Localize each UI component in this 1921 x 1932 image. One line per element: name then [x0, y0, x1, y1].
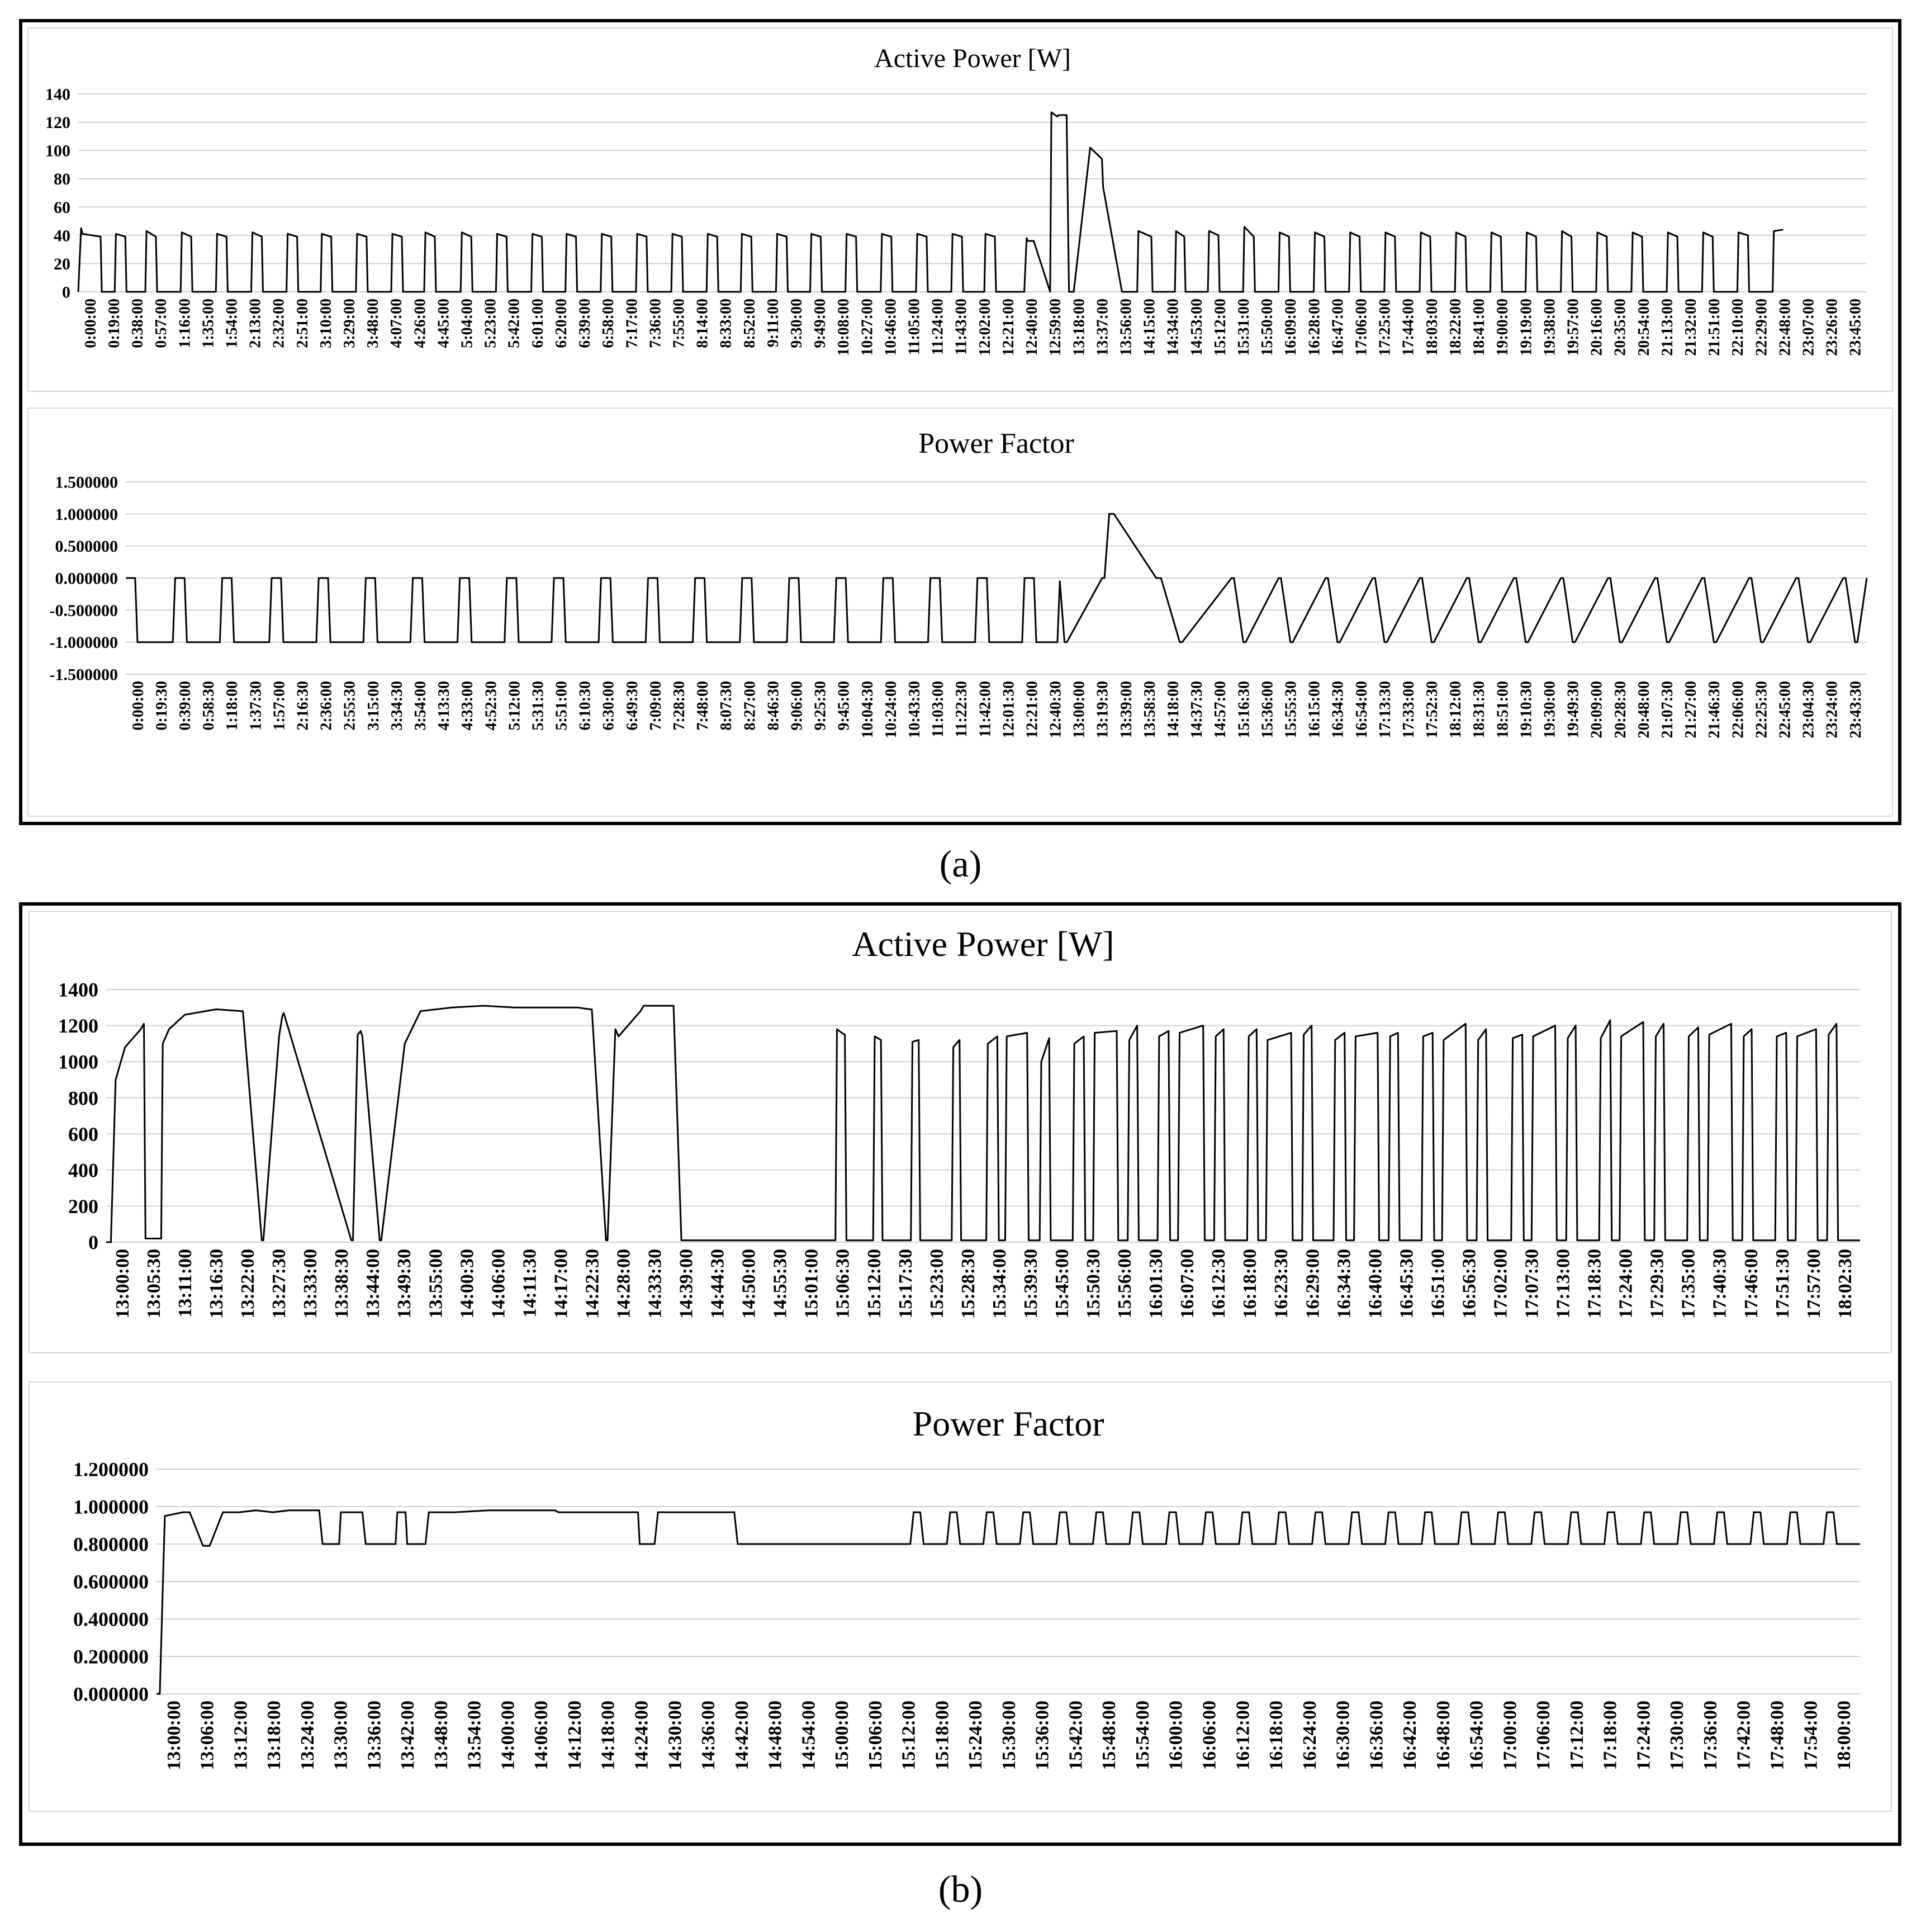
x-tick-label: 13:37:00: [1094, 299, 1112, 356]
x-tick-label: 0:19:30: [153, 681, 170, 731]
x-tick-label: 14:36:00: [698, 1701, 719, 1770]
x-tick-label: 14:22:30: [582, 1249, 603, 1319]
x-tick-label: 7:17:00: [623, 299, 641, 348]
x-tick-label: 13:54:00: [464, 1701, 485, 1770]
x-tick-label: 2:36:00: [317, 681, 335, 731]
x-tick-label: 0:00:00: [129, 681, 147, 731]
x-tick-label: 14:55:30: [770, 1249, 791, 1319]
x-tick-label: 12:21:00: [1023, 681, 1041, 738]
x-tick-label: 17:48:00: [1767, 1701, 1788, 1770]
x-tick-label: 1:35:00: [200, 299, 217, 348]
x-tick-label: 23:45:00: [1847, 299, 1865, 356]
x-tick-label: 17:57:00: [1803, 1249, 1824, 1319]
x-tick-label: 11:05:00: [905, 299, 923, 356]
x-tick-label: 6:39:00: [576, 299, 594, 348]
x-tick-label: 18:00:00: [1834, 1701, 1855, 1770]
x-tick-label: 10:08:00: [835, 299, 853, 356]
x-tick-label: 21:51:00: [1706, 299, 1724, 356]
x-tick-label: 13:56:00: [1117, 299, 1135, 356]
x-tick-label: 13:38:30: [331, 1249, 353, 1319]
x-tick-label: 11:22:30: [953, 681, 971, 738]
x-tick-label: 3:34:30: [388, 681, 406, 731]
x-tick-label: 2:32:00: [270, 299, 288, 348]
y-tick-label: 0.000000: [55, 569, 118, 588]
x-tick-label: 12:21:00: [999, 299, 1017, 356]
x-tick-label: 13:00:00: [163, 1701, 184, 1770]
x-tick-label: 15:18:00: [932, 1701, 953, 1770]
x-tick-label: 13:44:00: [363, 1249, 384, 1319]
x-tick-label: 15:12:00: [898, 1701, 919, 1770]
x-tick-label: 14:37:30: [1188, 681, 1206, 738]
x-tick-label: 15:00:00: [832, 1701, 853, 1770]
x-tick-label: 11:42:00: [976, 681, 994, 738]
x-tick-label: 16:12:30: [1208, 1249, 1230, 1319]
x-tick-label: 19:49:30: [1564, 681, 1582, 738]
y-tick-label: 1.000000: [55, 505, 118, 524]
x-tick-label: 16:00:00: [1165, 1701, 1187, 1770]
x-tick-label: 14:54:00: [798, 1701, 819, 1770]
x-tick-label: 17:24:00: [1633, 1701, 1654, 1770]
x-tick-label: 21:46:30: [1706, 681, 1724, 738]
x-tick-label: 20:54:00: [1635, 299, 1653, 356]
x-tick-label: 1:37:30: [247, 681, 265, 731]
x-tick-label: 3:29:00: [341, 299, 359, 348]
x-tick-label: 14:11:30: [519, 1249, 540, 1318]
y-tick-label: -1.000000: [49, 633, 118, 652]
x-tick-label: 8:33:00: [717, 299, 735, 348]
x-tick-label: 18:02:30: [1834, 1249, 1856, 1319]
x-tick-label: 9:11:00: [764, 299, 782, 348]
x-tick-label: 12:40:00: [1023, 299, 1041, 356]
x-tick-label: 16:18:00: [1240, 1249, 1261, 1319]
x-tick-label: 0:00:00: [82, 299, 99, 348]
x-tick-label: 3:54:00: [411, 681, 429, 731]
x-tick-label: 0:39:00: [177, 681, 195, 731]
x-tick-label: 11:03:00: [929, 681, 947, 738]
x-tick-label: 18:12:00: [1447, 681, 1465, 738]
x-tick-label: 17:13:30: [1376, 681, 1394, 738]
x-tick-label: 8:27:00: [741, 681, 759, 731]
x-tick-label: 18:03:00: [1423, 299, 1441, 356]
x-tick-label: 15:34:00: [989, 1249, 1010, 1319]
x-tick-label: 1:16:00: [176, 299, 194, 348]
x-tick-label: 2:16:30: [294, 681, 312, 731]
x-tick-label: 14:28:00: [613, 1249, 634, 1319]
x-tick-label: 22:25:30: [1753, 681, 1771, 738]
x-tick-label: 18:22:00: [1446, 299, 1464, 356]
x-tick-label: 10:43:30: [905, 681, 923, 738]
x-tick-label: 14:33:30: [644, 1249, 666, 1319]
x-tick-label: 5:51:00: [553, 681, 571, 731]
x-tick-label: 4:45:00: [435, 299, 453, 348]
x-tick-label: 9:06:00: [788, 681, 806, 731]
x-tick-label: 12:02:00: [976, 299, 994, 356]
x-tick-label: 16:30:00: [1332, 1701, 1354, 1770]
x-tick-label: 15:50:30: [1083, 1249, 1104, 1319]
x-tick-label: 14:30:00: [665, 1701, 686, 1770]
y-tick-label: 1.000000: [73, 1495, 149, 1518]
x-tick-label: 22:45:00: [1776, 681, 1794, 738]
x-tick-label: 16:36:00: [1366, 1701, 1387, 1770]
x-tick-label: 19:00:00: [1494, 299, 1512, 356]
x-tick-label: 18:31:30: [1471, 681, 1488, 738]
y-tick-label: 20: [54, 254, 70, 273]
x-tick-label: 1:54:00: [223, 299, 241, 348]
x-tick-label: 2:51:00: [293, 299, 311, 348]
y-tick-label: 400: [68, 1159, 98, 1182]
x-tick-label: 17:12:00: [1566, 1701, 1587, 1770]
chart-title: Power Factor: [912, 1404, 1104, 1443]
x-tick-label: 16:24:00: [1299, 1701, 1320, 1770]
x-tick-label: 15:39:30: [1020, 1249, 1041, 1319]
x-tick-label: 2:13:00: [246, 299, 264, 348]
y-tick-label: 0.200000: [73, 1645, 149, 1668]
y-tick-label: -1.500000: [49, 665, 118, 684]
x-tick-label: 17:29:30: [1647, 1249, 1668, 1319]
x-tick-label: 17:36:00: [1700, 1701, 1721, 1770]
x-tick-label: 17:06:00: [1533, 1701, 1554, 1770]
x-tick-label: 8:07:30: [718, 681, 736, 731]
y-tick-label: 0.600000: [73, 1570, 149, 1593]
x-tick-label: 13:33:00: [300, 1249, 321, 1319]
x-tick-label: 10:04:30: [858, 681, 876, 738]
x-tick-label: 15:24:00: [965, 1701, 986, 1770]
x-tick-label: 19:57:00: [1564, 299, 1582, 356]
x-tick-label: 15:55:30: [1282, 681, 1300, 738]
x-tick-label: 16:47:00: [1329, 299, 1347, 356]
y-tick-label: 600: [68, 1123, 98, 1145]
x-tick-label: 15:16:30: [1235, 681, 1253, 738]
x-tick-label: 15:42:00: [1065, 1701, 1087, 1770]
x-tick-label: 21:07:30: [1658, 681, 1676, 738]
x-tick-label: 17:30:00: [1667, 1701, 1688, 1770]
x-tick-label: 15:54:00: [1132, 1701, 1153, 1770]
x-tick-label: 4:52:30: [482, 681, 500, 731]
x-tick-label: 8:14:00: [694, 299, 712, 348]
x-tick-label: 17:13:00: [1553, 1249, 1574, 1319]
x-tick-label: 13:22:00: [238, 1249, 259, 1319]
x-tick-label: 13:49:30: [394, 1249, 415, 1319]
x-tick-label: 16:18:00: [1266, 1701, 1287, 1770]
x-tick-label: 18:41:00: [1471, 299, 1488, 356]
x-tick-label: 16:40:00: [1365, 1249, 1386, 1319]
x-tick-label: 6:10:30: [576, 681, 594, 731]
x-tick-label: 17:46:00: [1740, 1249, 1762, 1319]
x-tick-label: 23:43:30: [1847, 681, 1865, 738]
x-tick-label: 13:12:00: [230, 1701, 252, 1770]
y-tick-label: 0.000000: [73, 1683, 149, 1706]
x-tick-label: 20:48:00: [1635, 681, 1653, 738]
y-tick-label: 40: [54, 226, 70, 245]
x-tick-label: 1:57:00: [271, 681, 288, 731]
x-tick-label: 0:38:00: [129, 299, 147, 348]
x-tick-label: 14:24:00: [631, 1701, 652, 1770]
x-tick-label: 14:53:00: [1188, 299, 1206, 356]
x-tick-label: 21:13:00: [1658, 299, 1676, 356]
x-tick-label: 6:58:00: [600, 299, 618, 348]
x-tick-label: 23:26:00: [1823, 299, 1841, 356]
y-tick-label: 0.800000: [73, 1533, 149, 1556]
x-tick-label: 0:58:30: [200, 681, 218, 731]
x-tick-label: 15:45:00: [1051, 1249, 1073, 1319]
x-tick-label: 14:34:00: [1164, 299, 1182, 356]
x-tick-label: 15:36:00: [1032, 1701, 1053, 1770]
x-tick-label: 13:42:00: [397, 1701, 419, 1770]
x-tick-label: 14:18:00: [1165, 681, 1183, 738]
x-tick-label: 13:06:00: [197, 1701, 218, 1770]
x-tick-label: 6:20:00: [552, 299, 570, 348]
x-tick-label: 4:13:30: [435, 681, 453, 731]
x-tick-label: 13:00:00: [1070, 681, 1088, 738]
x-tick-label: 2:55:30: [341, 681, 359, 731]
y-tick-label: 80: [54, 170, 70, 189]
x-tick-label: 14:57:00: [1212, 681, 1230, 738]
x-tick-label: 4:07:00: [388, 299, 406, 348]
x-tick-label: 15:28:30: [957, 1249, 979, 1319]
x-tick-label: 0:19:00: [105, 299, 123, 348]
x-tick-label: 13:00:00: [112, 1249, 133, 1319]
x-tick-label: 23:24:00: [1823, 681, 1841, 738]
x-tick-label: 8:52:00: [741, 299, 758, 348]
x-tick-label: 15:12:00: [1211, 299, 1229, 356]
x-tick-label: 20:16:00: [1588, 299, 1606, 356]
x-tick-label: 16:12:00: [1232, 1701, 1254, 1770]
y-tick-label: 200: [68, 1195, 98, 1218]
x-tick-label: 15:06:00: [865, 1701, 886, 1770]
x-tick-label: 17:52:30: [1424, 681, 1441, 738]
x-tick-label: 17:00:00: [1500, 1701, 1521, 1770]
x-tick-label: 14:42:00: [731, 1701, 752, 1770]
x-tick-label: 15:31:00: [1235, 299, 1253, 356]
y-tick-label: 0.500000: [55, 537, 118, 556]
x-tick-label: 5:23:00: [482, 299, 500, 348]
x-tick-label: 19:19:00: [1517, 299, 1535, 356]
x-tick-label: 13:36:00: [364, 1701, 385, 1770]
x-tick-label: 15:48:00: [1099, 1701, 1120, 1770]
x-tick-label: 17:25:00: [1376, 299, 1394, 356]
y-tick-label: 0.400000: [73, 1608, 149, 1631]
x-tick-label: 19:30:00: [1541, 681, 1559, 738]
x-tick-label: 13:05:30: [143, 1249, 164, 1319]
x-tick-label: 20:35:00: [1611, 299, 1629, 356]
x-tick-label: 23:07:00: [1800, 299, 1818, 356]
x-tick-label: 16:23:30: [1271, 1249, 1292, 1319]
x-tick-label: 16:45:30: [1396, 1249, 1417, 1319]
x-tick-label: 17:44:00: [1400, 299, 1417, 356]
x-tick-label: 22:48:00: [1776, 299, 1794, 356]
x-tick-label: 17:18:30: [1584, 1249, 1605, 1319]
x-tick-label: 16:06:00: [1199, 1701, 1220, 1770]
x-tick-label: 15:56:00: [1114, 1249, 1136, 1319]
x-tick-label: 12:40:30: [1047, 681, 1065, 738]
x-tick-label: 8:46:30: [765, 681, 782, 731]
x-tick-label: 15:01:00: [801, 1249, 822, 1319]
x-tick-label: 4:33:00: [459, 681, 477, 731]
y-tick-label: 120: [45, 113, 70, 132]
x-tick-label: 14:12:00: [564, 1701, 585, 1770]
x-tick-label: 7:48:00: [694, 681, 712, 731]
x-tick-label: 10:46:00: [882, 299, 900, 356]
x-tick-label: 15:50:00: [1259, 299, 1277, 356]
figure-caption-a: (a): [939, 842, 982, 885]
x-tick-label: 16:34:30: [1334, 1249, 1355, 1319]
x-tick-label: 15:30:00: [998, 1701, 1019, 1770]
x-tick-label: 5:42:00: [505, 299, 523, 348]
x-tick-label: 16:54:00: [1353, 681, 1370, 738]
x-tick-label: 16:42:00: [1400, 1701, 1421, 1770]
x-tick-label: 13:58:30: [1141, 681, 1159, 738]
y-tick-label: 0: [88, 1231, 98, 1254]
x-tick-label: 16:01:30: [1146, 1249, 1167, 1319]
x-tick-label: 13:16:30: [206, 1249, 227, 1319]
x-tick-label: 15:17:30: [895, 1249, 916, 1319]
x-tick-label: 12:01:30: [1000, 681, 1018, 738]
x-tick-label: 16:09:00: [1282, 299, 1300, 356]
x-tick-label: 3:10:00: [317, 299, 335, 348]
x-tick-label: 22:10:00: [1729, 299, 1747, 356]
y-tick-label: 1000: [58, 1050, 98, 1073]
x-tick-label: 22:29:00: [1753, 299, 1771, 356]
y-tick-label: 140: [45, 85, 70, 104]
x-tick-label: 17:24:00: [1615, 1249, 1637, 1319]
y-tick-label: 60: [54, 198, 70, 217]
x-tick-label: 5:12:00: [506, 681, 524, 731]
x-tick-label: 13:48:00: [430, 1701, 452, 1770]
x-tick-label: 16:34:30: [1329, 681, 1347, 738]
x-tick-label: 14:17:00: [551, 1249, 572, 1319]
x-tick-label: 17:54:00: [1800, 1701, 1822, 1770]
x-tick-label: 5:31:30: [529, 681, 547, 731]
x-tick-label: 6:49:30: [623, 681, 641, 731]
x-tick-label: 7:36:00: [647, 299, 665, 348]
x-tick-label: 10:24:00: [882, 681, 900, 738]
x-tick-label: 7:28:30: [671, 681, 689, 731]
x-tick-label: 13:27:30: [269, 1249, 290, 1319]
x-tick-label: 17:42:00: [1733, 1701, 1754, 1770]
x-tick-label: 16:54:00: [1466, 1701, 1487, 1770]
chart-title: Active Power [W]: [852, 924, 1114, 964]
x-tick-label: 17:07:30: [1521, 1249, 1543, 1319]
x-tick-label: 14:06:00: [531, 1701, 552, 1770]
x-tick-label: 6:30:00: [600, 681, 618, 731]
series-line: [156, 1510, 1860, 1694]
x-tick-label: 14:06:00: [488, 1249, 509, 1319]
x-tick-label: 11:24:00: [929, 299, 947, 356]
x-tick-label: 16:51:00: [1427, 1249, 1449, 1319]
x-tick-label: 16:48:00: [1433, 1701, 1454, 1770]
x-tick-label: 10:27:00: [858, 299, 876, 356]
x-tick-label: 13:18:00: [1070, 299, 1088, 356]
x-tick-label: 16:28:00: [1306, 299, 1324, 356]
x-tick-label: 14:00:30: [457, 1249, 478, 1319]
x-tick-label: 0:57:00: [153, 299, 170, 348]
x-tick-label: 23:04:30: [1800, 681, 1818, 738]
x-tick-label: 13:30:00: [330, 1701, 352, 1770]
x-tick-label: 11:43:00: [952, 299, 970, 356]
x-tick-label: 9:25:30: [812, 681, 829, 731]
x-tick-label: 17:40:30: [1709, 1249, 1730, 1319]
x-tick-label: 14:00:00: [497, 1701, 519, 1770]
x-tick-label: 14:48:00: [765, 1701, 786, 1770]
x-tick-label: 20:09:00: [1588, 681, 1606, 738]
x-tick-label: 22:06:00: [1729, 681, 1747, 738]
x-tick-label: 16:29:00: [1302, 1249, 1324, 1319]
x-tick-label: 16:07:00: [1177, 1249, 1198, 1319]
figure-caption-b: (b): [938, 1868, 983, 1910]
x-tick-label: 17:35:00: [1678, 1249, 1699, 1319]
chart-title: Active Power [W]: [874, 44, 1071, 73]
x-tick-label: 20:28:30: [1611, 681, 1629, 738]
x-tick-label: 13:11:00: [174, 1249, 196, 1318]
x-tick-label: 17:02:00: [1490, 1249, 1511, 1319]
y-tick-label: 800: [68, 1087, 98, 1110]
x-tick-label: 14:18:00: [597, 1701, 619, 1770]
x-tick-label: 6:01:00: [529, 299, 547, 348]
x-tick-label: 15:12:00: [864, 1249, 885, 1319]
y-tick-label: 1200: [58, 1015, 98, 1038]
x-tick-label: 4:26:00: [411, 299, 429, 348]
x-tick-label: 21:27:00: [1682, 681, 1700, 738]
y-tick-label: 1400: [58, 978, 98, 1001]
y-tick-label: 100: [45, 141, 70, 160]
x-tick-label: 14:44:30: [707, 1249, 728, 1319]
x-tick-label: 9:30:00: [788, 299, 806, 348]
y-tick-label: -0.500000: [49, 601, 118, 620]
x-tick-label: 17:33:00: [1400, 681, 1417, 738]
x-tick-label: 16:15:00: [1306, 681, 1324, 738]
x-tick-label: 15:23:00: [926, 1249, 947, 1319]
x-tick-label: 9:45:00: [835, 681, 853, 731]
x-tick-label: 14:15:00: [1141, 299, 1159, 356]
x-tick-label: 14:39:00: [676, 1249, 697, 1319]
x-tick-label: 13:24:00: [297, 1701, 318, 1770]
x-tick-label: 17:51:30: [1772, 1249, 1793, 1319]
x-tick-label: 21:32:00: [1682, 299, 1700, 356]
x-tick-label: 3:15:00: [364, 681, 382, 731]
x-tick-label: 9:49:00: [812, 299, 829, 348]
y-tick-label: 0: [62, 283, 70, 302]
x-tick-label: 3:48:00: [364, 299, 382, 348]
x-tick-label: 13:18:00: [264, 1701, 285, 1770]
x-tick-label: 17:06:00: [1353, 299, 1370, 356]
x-tick-label: 7:55:00: [670, 299, 688, 348]
x-tick-label: 13:55:00: [425, 1249, 447, 1319]
x-tick-label: 14:50:00: [738, 1249, 760, 1319]
x-tick-label: 13:19:30: [1094, 680, 1112, 738]
x-tick-label: 15:06:30: [832, 1249, 853, 1319]
x-tick-label: 1:18:00: [224, 681, 241, 731]
x-tick-label: 19:38:00: [1541, 299, 1559, 356]
x-tick-label: 5:04:00: [458, 299, 476, 348]
x-tick-label: 12:59:00: [1047, 299, 1065, 356]
x-tick-label: 17:18:00: [1600, 1701, 1621, 1770]
x-tick-label: 18:51:00: [1494, 681, 1512, 738]
x-tick-label: 13:39:00: [1117, 681, 1135, 738]
x-tick-label: 19:10:30: [1517, 681, 1535, 738]
y-tick-label: 1.500000: [55, 473, 118, 492]
chart-title: Power Factor: [918, 428, 1074, 460]
x-tick-label: 7:09:00: [647, 681, 665, 731]
y-tick-label: 1.200000: [73, 1458, 149, 1481]
x-tick-label: 15:36:00: [1259, 681, 1277, 738]
x-tick-label: 16:56:30: [1459, 1249, 1480, 1319]
